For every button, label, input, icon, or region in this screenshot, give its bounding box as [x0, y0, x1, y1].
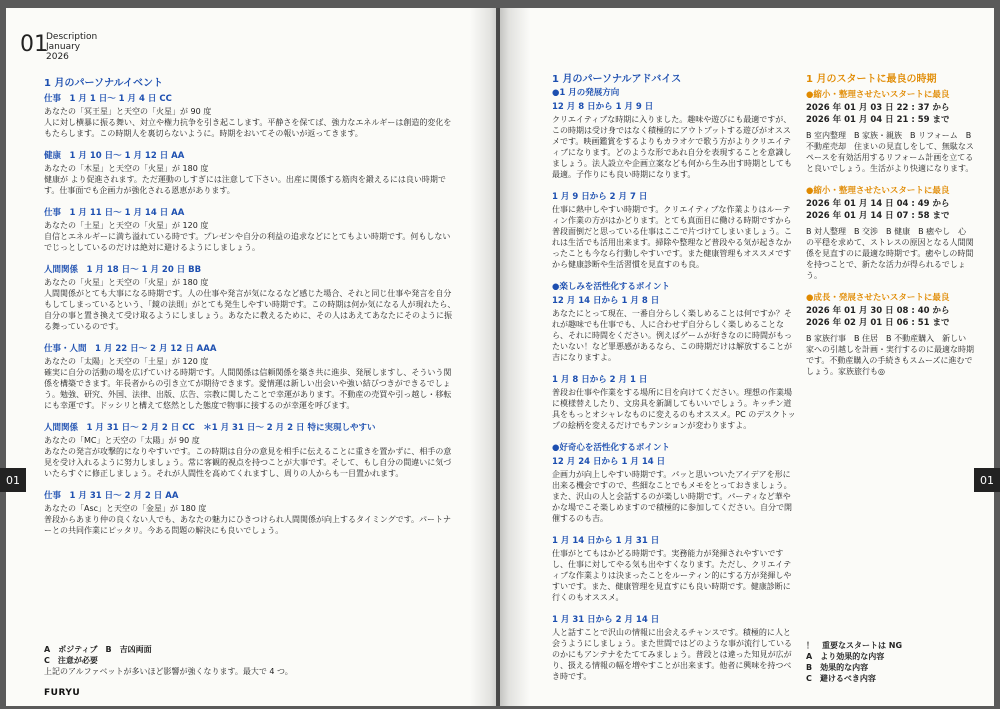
event-aspect: あなたの「土星」と天空の「火星」が 120 度 — [44, 221, 209, 230]
advice-entry — [552, 100, 796, 180]
event-heading: 健康 1 月 10 日〜 1 月 12 日 AA — [44, 151, 185, 161]
legend-line: A ポジティブ B 吉凶両面 — [44, 645, 152, 654]
advice-date: 1 月 14 日から 1 月 31 日 — [552, 536, 660, 546]
best-time-entry — [806, 184, 974, 281]
best-time-subheading: ●縮小・整理させたいスタートに最良 — [806, 90, 950, 100]
events-list — [44, 92, 456, 546]
best-time-end: 2026 年 02 月 01 日 06 : 51 まで — [806, 318, 950, 328]
legend — [806, 640, 976, 684]
best-time-entry — [806, 88, 974, 174]
event-aspect: あなたの「Asc」と天空の「金星」が 180 度 — [44, 504, 207, 513]
legend-line: C 避けるべき内容 — [806, 674, 876, 683]
best-time-entry — [806, 291, 974, 377]
event-aspect: あなたの「火星」と天空の「火星」が 180 度 — [44, 278, 209, 287]
page-tab: 01 — [974, 468, 1000, 492]
event-entry — [44, 263, 456, 332]
advice-entry — [552, 190, 796, 270]
advice-date: 12 月 24 日から 1 月 14 日 — [552, 457, 666, 467]
event-heading: 人間関係 1 月 18 日〜 1 月 20 日 BB — [44, 265, 202, 275]
event-heading: 仕事 1 月 31 日〜 2 月 2 日 AA — [44, 491, 179, 501]
advice-body: 普段お仕事や作業をする場所に目を向けてください。理想の作業場に模様替えしたり、文房具を新調してもいいでしょう。キッチン道具をもっとオシャレなものに変えるのもオススメ。PC のデスクトップの絵柄を変えるだけでもテンションが変わりますよ。 — [552, 388, 796, 430]
best-time-end: 2026 年 01 月 04 日 21 : 59 まで — [806, 115, 950, 125]
legend-note: 上記のアルファベットが多いほど影響が強くなります。最大で 4 つ。 — [44, 667, 293, 676]
best-time-start: 2026 年 01 月 30 日 08 : 40 から — [806, 306, 950, 316]
event-heading: 仕事・人間 1 月 22 日〜 2 月 12 日 AAA — [44, 344, 217, 354]
legend — [44, 644, 344, 677]
description-block — [46, 32, 97, 62]
book-gutter-shadow — [470, 8, 530, 706]
advice-date: 1 月 9 日から 2 月 7 日 — [552, 192, 648, 202]
legend-line: ！ 重要なスタートは NG — [806, 641, 903, 650]
advice-date: 1 月 31 日から 2 月 14 日 — [552, 615, 660, 625]
event-body: 人に対し横暴に振る舞い、対立や権力抗争を引き起こします。平静さを保てば、強力なエネルギーは創造的変化をもたらします。この時期人を裏切らないように。時期をおいてその報いが返ってきます。 — [44, 118, 452, 138]
best-time-end: 2026 年 01 月 14 日 07 : 58 まで — [806, 211, 950, 221]
best-time-body: B 対人整理 B 交渉 B 健康 B 癒やし 心の平穏を求めて、ストレスの原因となる人間関係を見直すのに最適な時期です。癒やしの時間を持つことで、新たな活力が得られるでしょう。 — [806, 227, 974, 280]
best-time-title: 1 月のスタートに最良の時期 — [806, 74, 937, 85]
event-body: 確実に自分の活動の場を広げていける時期です。人間関係は信頼関係を築き共に進歩、発展しますし、そういう関係を構築できます。年長者からの引き立てが期待できます。愛情運は新しい出会いや強い結びつきができるでしょう。勉強、研究、外国、法律、出版、広告、宗教に関したことで幸運があります。不動産の売買や引っ越し・移転にも幸運です。ドッシリと構えて悠然とした態度で物事に接するのが幸運を呼びます。 — [44, 368, 452, 410]
legend-line: B 効果的な内容 — [806, 663, 869, 672]
desc-month: January — [46, 42, 81, 52]
advice-entry — [552, 534, 796, 603]
best-time-body: B 家族行事 B 住居 B 不動産購入 新しい家への引越しを計画・実行するのに最適な時期です。不動産購入の手続きもスムーズに進むでしょう。家族旅行も◎ — [806, 334, 974, 376]
best-time-body: B 室内整理 B 家族・親族 B リフォーム B 不動産売却 住まいの見直しをして、無駄なスペースを有効活用するリフォーム計画を立てると良いでしょう。生活がより快適になります。 — [806, 131, 974, 173]
desc-year: 2026 — [46, 52, 69, 62]
event-entry — [44, 206, 456, 253]
advice-body: 仕事がとてもはかどる時期です。実務能力が発揮されやすいですし、仕事に対してやる気も出やすくなります。ただし、クリエイティブな作業よりは決まったことをルーティン的にする方が発揮しやすいです。また、健康管理を見直すにも良い時期です。健康診断に行くのもオススメ。 — [552, 549, 792, 602]
advice-body: 人と話すことで沢山の情報に出会えるチャンスです。積極的に人と会うようにしましょう。また世間ではどのような事が流行しているのかにもアンテナをたててみましょう。普段とは違った知見が広がり、扱える情報の幅を増やすことが出来ます。他者に興味を持つべき時です。 — [552, 628, 792, 681]
best-time-start: 2026 年 01 月 14 日 04 : 49 から — [806, 199, 950, 209]
event-body: 普段からあまり仲の良くない人でも、あなたの魅力にひきつけられ人間関係が向上するタイミングです。パートナーとの共同作業にピッタリ。今ある問題の解決にも良いでしょう。 — [44, 515, 452, 535]
legend-line: A より効果的な内容 — [806, 652, 885, 661]
event-entry — [44, 421, 456, 479]
advice-entry — [552, 373, 796, 431]
advice-entry — [552, 455, 796, 524]
event-entry — [44, 92, 456, 139]
event-body: 自信とエネルギーに満ち溢れている時です。プレゼンや自分の利益の追求などにとてもよい時期です。何もしないでじっとしているのだけは絶対に避けるようにしましょう。 — [44, 232, 451, 252]
event-heading: 仕事 1 月 11 日〜 1 月 14 日 AA — [44, 208, 185, 218]
best-time-subheading: ●縮小・整理させたいスタートに最良 — [806, 186, 950, 196]
event-body: 人間関係がとても大事になる時期です。人の仕事や発言が気になるなど感じた場合、それと同じ仕事や発言を自分もしてしまっているという、「鏡の法則」がとても発生しやすい時期です。この時期は何か気になる人が現れたら、自分の事と置き換えて受け取るようにしましょう。あなたに教えるために、その人はあえてあなたにそのように振る舞っているのです。 — [44, 289, 456, 331]
advice-column — [552, 86, 796, 692]
advice-subheading: ●1 月の発展方向 — [552, 88, 620, 98]
brand-logo: FURYU — [44, 688, 81, 698]
best-time-column — [806, 88, 974, 387]
event-heading: 仕事 1 月 1 日〜 1 月 4 日 CC — [44, 94, 172, 104]
event-entry — [44, 149, 456, 196]
event-aspect: あなたの「MC」と天空の「太陽」が 90 度 — [44, 436, 200, 445]
event-aspect: あなたの「冥王星」と天空の「火星」が 90 度 — [44, 107, 212, 116]
left-page — [6, 8, 496, 706]
advice-group — [552, 280, 796, 431]
event-body: 健康が より促進されます。ただ運動のしすぎには注意して下さい。出産に関係する筋肉を鍛えるには良い時期です。仕事面でも企画力が強化される恩恵があります。 — [44, 175, 446, 195]
advice-date: 1 月 8 日から 2 月 1 日 — [552, 375, 648, 385]
advice-title: 1 月のパーソナルアドバイス — [552, 74, 682, 85]
advice-date: 12 月 8 日から 1 月 9 日 — [552, 102, 654, 112]
advice-body: クリエイティブな時期に入りました。趣味や遊びにも最適ですが、この時期は受け身ではなく積極的にアウトプットする遊びがオススメです。映画鑑賞をするよりもカラオケで歌う方がよりクリエイティブになります。どのような形であれ自分を表現することを意識しましょう。法人設立や企画立案なども何から生み出す時期としても最適。子作りにも良い時期になります。 — [552, 115, 792, 179]
event-body: あなたの発言が攻撃的になりやすいです。この時期は自分の意見を相手に伝えることに重きを置かずに、相手の意見を受け入れるように努力しましょう。常に客観的視点を持つことが大事です。そして、もし自分の間違いに気づいたらすぐに修正しましょう。それが人間性を高めてくれますし、周りの人からも一目置かれます。 — [44, 447, 452, 478]
advice-body: 企画力が向上しやすい時期です。パッと思いついたアイデアを形に出来る機会ですので、些細なことでもメモをとっておきましょう。また、沢山の人と会話するのが楽しい時期です。パーティなど華やかな場でこそ楽しめますので積極的に参加してください。自分で開催するのも吉。 — [552, 470, 792, 523]
event-entry — [44, 489, 456, 536]
advice-subheading: ●楽しみを活性化するポイント — [552, 282, 670, 292]
page-tab: 01 — [0, 468, 26, 492]
legend-line: C 注意が必要 — [44, 656, 98, 665]
advice-date: 12 月 14 日から 1 月 8 日 — [552, 296, 660, 306]
best-time-start: 2026 年 01 月 03 日 22 : 37 から — [806, 103, 950, 113]
advice-entry — [552, 613, 796, 682]
desc-title: Description — [46, 32, 98, 42]
best-time-subheading: ●成長・発展させたいスタートに最良 — [806, 293, 950, 303]
event-aspect: あなたの「太陽」と天空の「土星」が 120 度 — [44, 357, 209, 366]
advice-entry — [552, 294, 796, 363]
event-heading: 人間関係 1 月 31 日〜 2 月 2 日 CC ＊1 月 31 日〜 2 月 2 日 特に実現しやすい — [44, 423, 376, 433]
event-entry — [44, 342, 456, 411]
advice-body: 仕事に熱中しやすい時期です。クリエイティブな作業よりはルーティン作業の方がはかどります。とても真面目に働ける時期ですから普段面倒だと思っている仕事はここで片づけてしまいましょう。これは生活でも活用出来ます。掃除や整理など普段やる気が起きなかったことも今なら行動しやすいです。また健康管理もオススメですから健康診断や生活習慣を見直すのも良。 — [552, 205, 792, 269]
advice-subheading: ●好奇心を活性化するポイント — [552, 443, 670, 453]
section-title: 1 月のパーソナルイベント — [44, 78, 164, 89]
event-aspect: あなたの「木星」と天空の「火星」が 180 度 — [44, 164, 209, 173]
page-number: 01 — [20, 32, 48, 57]
advice-body: あなたにとって現在、一番自分らしく楽しめることは何ですか？それが趣味でも仕事でも、人に合わせず自分らしく楽しめることなら、それに時間をください。例えばゲームが好きなのに時間がもったいない！など罪悪感があるなら、この時期だけは解放することが吉になりますよ。 — [552, 309, 792, 362]
advice-group — [552, 86, 796, 270]
right-page — [500, 8, 994, 706]
advice-group — [552, 441, 796, 682]
